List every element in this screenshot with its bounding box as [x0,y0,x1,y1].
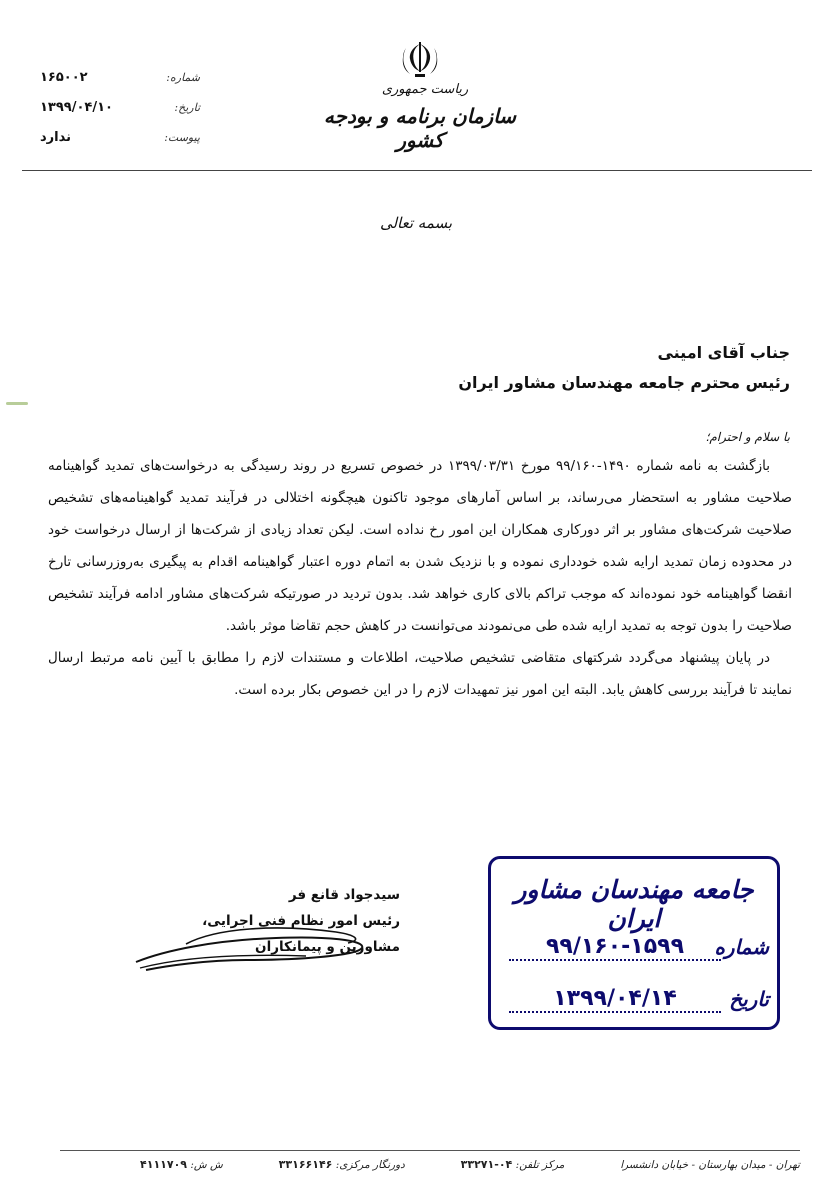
meta-date-label: تاریخ: [174,100,200,114]
body-paragraph: در پایان پیشنهاد می‌گردد شرکتهای متقاضی تشخیص صلاحیت، اطلاعات و مستندات لازم را مطابق با آیین نامه مرتبط ارسال نمایند تا فرآیند بررسی کاهش یابد. البته این امور نیز تمهیدات لازم را در این خصوص بکار برده است. [48,650,792,698]
org-name: سازمان برنامه و بودجه کشور [323,104,517,152]
scan-speck [6,402,28,405]
footer-postal-value: ۴۱۱۱۷۰۹ [140,1158,188,1171]
stamp-date-label: تاریخ [729,987,769,1011]
footer-postal-label: ش ش: [190,1159,223,1171]
recipient-name: جناب آقای امینی [657,343,790,362]
footer-fax-label: دورنگار مرکزی: [335,1159,405,1171]
stamp-date-value: ۱۳۹۹/۰۴/۱۴ [509,986,721,1013]
footer-fax [279,1158,405,1171]
meta-number-value: ۱۶۵۰۰۲ [40,69,88,85]
stamp-number-row [509,927,769,967]
greeting: با سلام و احترام؛ [705,430,790,444]
recipient-block [290,340,790,396]
signer-title-line1: رئیس امور نظام فنی اجرایی، [202,913,400,929]
stamp-number-value: ۹۹/۱۶۰-۱۵۹۹ [509,934,721,961]
footer-divider [60,1150,800,1151]
letter-body [48,450,792,706]
footer-phone-value: ۰۴-۳۳۲۷۱ [460,1158,513,1171]
signer-title-line2: مشاورین و پیمانکاران [255,939,400,955]
stamp-title: جامعه مهندسان مشاور ایران [514,875,754,933]
footer-fax-value: ۳۳۱۶۶۱۴۶ [278,1158,333,1171]
received-stamp [488,856,780,1030]
org-subtitle: ریاست جمهوری [381,82,469,97]
stamp-date-row [509,979,769,1019]
letter-footer [140,1158,800,1171]
meta-date-value: ۱۳۹۹/۰۴/۱۰ [40,99,113,115]
meta-date-row [40,92,200,122]
handwritten-signature [126,910,376,980]
meta-attachment-value: ندارد [40,129,72,145]
iran-emblem-icon [398,38,442,82]
meta-attachment-label: پیوست: [164,130,200,144]
signer-name: سیدجواد قانع فر [288,887,400,903]
stamp-number-label: شماره [714,935,769,959]
body-paragraph: بازگشت به نامه شماره ۱۴۹۰-۹۹/۱۶۰ مورخ ۱۳۹۹/۰۳/۳۱ در خصوص تسریع در روند رسیدگی به درخواست‌های تمدید گواهینامه صلاحیت مشاور به استحضار می‌رساند، بر اساس آمارهای موجود تاکنون هیچگونه اختلالی در فرآیند تمدید گواهینامه‌های تشخیص صلاحیت شرکت‌های مشاور بر اثر دورکاری همکاران این امور رخ نداده است. لیکن تعداد زیادی از شرکت‌ها از ارسال درخواست خود در محدوده زمان تمدید ارایه شده خودداری نموده و با نزدیک شدن به اتمام دوره اعتبار گواهینامه اقدام به پیگیری به‌روزرسانی تارخ انقضا گواهینامه خود نموده‌اند که موجب تراکم بالای کاری خواهد شد. بدون تردید در صورتیکه شرکت‌های مشاور ادامه فرآیند تشخیص صلاحیت را بدون توجه به تمدید ارایه شده طی می‌نمودند می‌توانست در کاهش حجم تقاضا موثر باشد. [48,458,792,634]
footer-phone [461,1158,565,1171]
footer-address: تهران - میدان بهارستان - خیابان دانشسرا [620,1158,800,1171]
footer-postal [140,1158,223,1171]
recipient-title: رئیس محترم جامعه مهندسان مشاور ایران [458,373,790,392]
meta-attachment-row [40,122,200,152]
invocation: بسمه تعالی [379,214,453,232]
header-divider [22,170,812,171]
footer-phone-label: مرکز تلفن: [515,1159,565,1171]
meta-number-row [40,62,200,92]
meta-number-label: شماره: [166,70,200,84]
letter-meta [40,62,200,152]
